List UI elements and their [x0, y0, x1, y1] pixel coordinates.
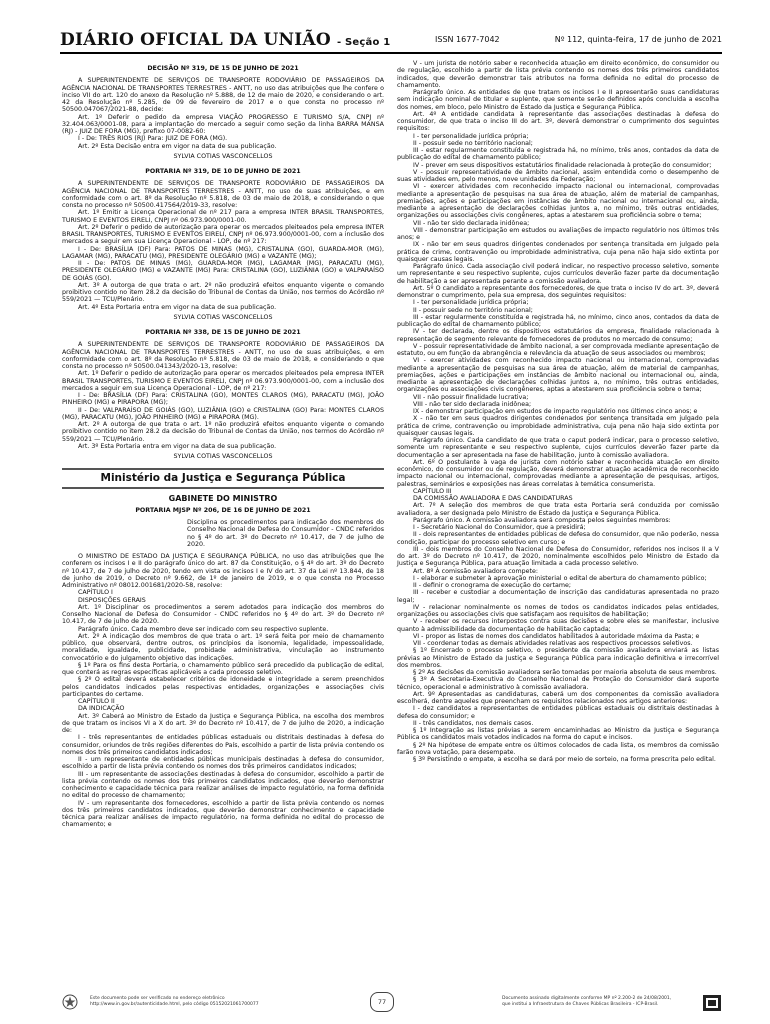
paragraph: Art. 2º A outorga de que trata o art. 1º não produzirá efeitos enquanto vigente o comando proibitivo contido no item 28.2 da decisão do Tribunal de Contas da União, nos termos do Acórdão nº 559/2021 — TCU/Plenário.	[62, 421, 384, 443]
paragraph: V - um jurista de notório saber e reconhecida atuação em direito econômico, do consumidor ou de regulação, escolhido a partir de lista prévia contendo os nomes dos três primeiros candidatos indicados, que deverão demonstrar tais atributos na forma definida no edital do processo de chamamento.	[397, 60, 719, 89]
paragraph: A SUPERINTENDENTE DE SERVIÇOS DE TRANSPORTE RODOVIÁRIO DE PASSAGEIROS DA AGÊNCIA NACIONAL DE TRANSPORTES TERRESTRES - ANTT, no uso de suas atribuições, e em conformidade com o art. 8º da Resolução nº 5.818, de 03 de maio de 2018, e considerando o que consta no processo nº 50500.041343/2020-13, resolve:	[62, 341, 384, 370]
paragraph: I - elaborar e submeter à aprovação ministerial o edital de abertura do chamamento público;	[413, 574, 707, 582]
paragraph: A SUPERINTENDENTE DE SERVIÇOS DE TRANSPORTE RODOVIÁRIO DE PASSAGEIROS DA AGÊNCIA NACIONAL DE TRANSPORTES TERRESTRES - ANTT, no uso das atribuições que lhe confere o inciso VII do art. 120 do anexo da Resolução nº 5.888, de 12 de maio de 2020, e considerando o art. 42 da Resolução nº 5.285, de 09 de fevereiro de 2017 e o que consta no processo nº 50500.047067/2021-88, decide:	[62, 77, 384, 114]
paragraph: I - três representantes de entidades públicas estaduais ou distritais destinadas à defesa do consumidor, oriundos de três regiões diferentes do País, escolhido a partir de lista prévia contendo os nomes dos três primeiros candidatos indicados;	[62, 734, 384, 756]
paragraph: III - um representante de associações destinadas à defesa do consumidor, escolhido a partir de lista prévia contendo os nomes dos três primeiros candidatos indicados, que deverão demonstrar conhecimento e capacidade técnica para realizar análises de impacto regulatório, na forma definida no edital do processo de chamamento;	[62, 770, 384, 800]
ministry-heading: Ministério da Justiça e Segurança Pública	[62, 468, 384, 488]
newspaper-title	[60, 30, 390, 50]
coat-of-arms-icon	[62, 994, 78, 1010]
paragraph: Parágrafo único. As entidades de que tratam os incisos I e II apresentarão suas candidaturas sem indicação nominal de titular e suplente, que somente serão definidos após concluída a escolha dos nomes, em bloco, pelo Ministro de Estado da Justiça e Segurança Pública.	[397, 89, 719, 111]
signature-line-1: Documento assinado digitalmente conforme MP nº 2.200-2 de 24/08/2001,	[502, 996, 672, 1001]
paragraph: I - De: BRASÍLIA (DF) Para: PATOS DE MINAS (MG), CRISTALINA (GO), GUARDA-MOR (MG), LAGAMAR (MG), PARACATU (MG), PRESIDENTE OLEGÁRIO (MG) e VAZANTE (MG);	[62, 245, 384, 260]
paragraph: I - Secretário Nacional do Consumidor, que a presidirá;	[413, 524, 586, 531]
paragraph: VI - exercer atividades com reconhecido impacto nacional ou internacional, comprovadas mediante a apresentação de pesquisas na sua área de atuação, além de material de campanhas, premiações, ações e participações em instâncias de âmbito nacional ou internacional ou, ainda, mediante a apresentação de declarações colhidas juntos a, no mínimo, três outras entidades, organizações ou associações civis congêneres, aptas a atestarem sua proficiência sobre o tema;	[397, 183, 719, 220]
paragraph: Art. 3º A outorga de que trata o art. 2º não produzirá efeitos enquanto vigente o comando proibitivo contido no item 28.2 da decisão do Tribunal de Contas da União, nos termos do Acórdão nº 559/2021 — TCU/Plenário.	[62, 281, 384, 304]
paragraph: Parágrafo único. Cada associação civil poderá indicar, no respectivo processo seletivo, somente um representante e seu respectivo suplente, cujos currículos deverão fazer parte da documentação de habilitação a ser apresentada perante a comissão avaliadora.	[397, 263, 719, 285]
paragraph: V - receber os recursos interpostos contra suas decisões e sobre eles se manifestar, inclusive quanto à admissibilidade da documentação de habilitação captada;	[397, 618, 719, 633]
paragraph: DA COMISSÃO AVALIADORA E DAS CANDIDATURAS	[413, 495, 573, 502]
paragraph: III - estar regularmente constituída e registrada há, no mínimo, três anos, contados da data de publicação do edital de chamamento público;	[397, 147, 719, 162]
act-title: DECISÃO Nº 319, DE 15 DE JUNHO DE 2021	[147, 65, 299, 72]
paragraph: Art. 4º Esta Portaria entra em vigor na data de sua publicação.	[78, 303, 277, 311]
paragraph: DA INDICAÇÃO	[78, 705, 125, 713]
masthead	[60, 30, 722, 54]
verification-note	[90, 996, 259, 1008]
paragraph: VI - propor as listas de nomes dos candidatos habilitados à autoridade máxima da Pasta; e	[413, 632, 700, 640]
paragraph: Art. 2º A indicação dos membros de que trata o art. 1º será feita por meio de chamamento público, que observará, dentre outros, os princípios da isonomia, legalidade, impessoalidade, moralidade, igualdade, publicidade, probidade administrativa, vinculação ao instrumento convocatório e do julgamento objetivo das indicações.	[62, 632, 384, 662]
paragraph: IX - não ter em seus quadros dirigentes condenados por sentença transitada em julgado pela prática de crime, contravenção ou improbidade administrativa, cuja pena não haja sido extinta por quaisquer causas legais.	[397, 241, 719, 263]
signature: SYLVIA COTIAS VASCONCELLOS	[173, 453, 273, 460]
paragraph: IV - um representante dos fornecedores, escolhido a partir de lista prévia contendo os nomes dos três primeiros candidatos indicados, que deverão demonstrar conhecimento e capacidade técnica para realizar análises de impacto regulatório, na forma definida no edital do processo de chamamento; e	[62, 799, 384, 829]
paragraph: CAPÍTULO III	[413, 487, 452, 495]
paragraph: Parágrafo único. Cada candidato de que trata o caput poderá indicar, para o processo seletivo, somente um representante e seu respectivo suplente, cujos currículos deverão fazer parte da documentação a ser apresentada na fase de habilitação, junto à comissão avaliadora.	[397, 437, 719, 459]
section-label: - Seção 1	[336, 37, 391, 48]
issn: ISSN 1677-7042	[435, 35, 500, 44]
paragraph: VII - não ter sido declarada inidônea;	[413, 219, 530, 227]
portaria-mjsp-206	[62, 507, 384, 829]
paragraph: I - ter personalidade jurídica própria;	[413, 132, 529, 140]
gabinete-heading: GABINETE DO MINISTRO	[168, 493, 278, 503]
paragraph: VI - exercer atividades com reconhecido impacto nacional ou internacional, comprovadas mediante a apresentação de pesquisas na sua área de atuação, além de material de campanhas, premiações, ações e participações em instâncias de âmbito nacional ou internacional ou, ainda, mediante a apresentação de declarações colhidas juntos a, no mínimo, três outras entidades, organizações ou associações civis congêneres, aptas a atestarem sua proficiência sobre o tema;	[397, 357, 719, 394]
paragraph: Art. 7º A seleção dos membros de que trata esta Portaria será conduzida por comissão avaliadora, a ser designada pelo Ministro de Estado da Justiça e Segurança Pública.	[397, 502, 719, 517]
decisao-319	[62, 65, 384, 160]
paragraph: Art. 6º O postulante à vaga de jurista com notório saber e reconhecida atuação em direito econômico, do consumidor ou de regulação, deverá demonstrar atuação acadêmica de reconhecido impacto nacional ou internacional, comprovadas mediante a apresentação de pesquisas, artigos, palestras, seminários e exposições nas áreas correlatas à temática consumerista.	[397, 458, 719, 488]
paragraph: Parágrafo único. Cada membro deve ser indicado com seu respectivo suplente.	[78, 625, 329, 633]
paragraph: VII - coordenar todas as demais atividades relativas aos respectivos processos seletivos.	[413, 640, 693, 647]
paragraph: § 1º Encerrado o processo seletivo, o presidente da comissão avaliadora enviará as listas prévias ao Ministro de Estado da Justiça e Segurança Pública para indicação definitiva e irrecorrível dos membros.	[397, 647, 719, 669]
left-column	[62, 60, 384, 829]
verification-line-1: Este documento pode ser verificado no endereço eletrônico	[90, 996, 225, 1001]
signature-line-2: que institui a Infraestrutura de Chaves Públicas Brasileira - ICP-Brasil.	[502, 1002, 659, 1007]
portaria-319	[62, 168, 384, 321]
paragraph: Art. 1º Emitir a Licença Operacional de nº 217 para a empresa INTER BRASIL TRANSPORTES, TURISMO E EVENTOS EIRELI, CNPJ nº 06.973.900/0001-00.	[62, 209, 384, 224]
paragraph: I - De: BRASÍLIA (DF) Para: CRISTALINA (GO), MONTES CLAROS (MG), PARACATU (MG), JOÃO PINHEIRO (MG) e PIRAPORA (MG);	[62, 392, 384, 407]
paragraph: II - um representante de entidades públicas municipais destinadas à defesa do consumidor, escolhido a partir de lista prévia contendo os nomes dos três primeiros candidatos indicados;	[62, 756, 384, 771]
paragraph: II - possuir sede no território nacional;	[413, 306, 533, 314]
paragraph: IV - ter declarada, dentre os dispositivos estatutários da empresa, finalidade relacionada à representação de segmento relevante de fornecedores de produtos no mercado de consumo;	[397, 328, 719, 343]
paragraph: Art. 4º A entidade candidata à representante das associações destinadas à defesa do consumidor, de que trata o inciso III do art. 3º, deverá demonstrar o cumprimento dos seguintes requisitos:	[397, 110, 719, 133]
paragraph: Art. 2º Esta Decisão entra em vigor na data de sua publicação.	[78, 142, 277, 150]
paragraph: I - ter personalidade jurídica própria;	[413, 299, 529, 307]
paragraph: III - dois membros do Conselho Nacional de Defesa do Consumidor, referidos nos incisos II a V do art. 3º do Decreto nº 10.417, de 2020, nominalmente escolhidos pelo Ministro de Estado da Justiça e Segurança Pública, para atuação limitada a cada processo seletivo.	[397, 545, 719, 568]
paragraph: § 3º A Secretaria-Executiva do Conselho Nacional de Proteção do Consumidor dará suporte técnico, operacional e administrativo à comissão avaliadora.	[397, 676, 719, 691]
paragraph: Art. 5º O candidato a representante dos fornecedores, de que trata o inciso IV do art. 3º, deverá demonstrar o cumprimento, pela sua empresa, dos seguintes requisitos:	[397, 284, 719, 299]
paragraph: Art. 1º Deferir o pedido de autorização para operar os mercados pleiteados pela empresa INTER BRASIL TRANSPORTES, TURISMO E EVENTOS EIRELI, CNPJ nº 06.973.900/0001-00, com a inclusão dos mercados a seguir em sua Licença Operacional - LOP, de nº 217:	[62, 370, 384, 392]
act-title: PORTARIA Nº 319, DE 10 DE JUNHO DE 2021	[145, 168, 301, 175]
paragraph: O MINISTRO DE ESTADO DA JUSTIÇA E SEGURANÇA PÚBLICA, no uso das atribuições que lhe conferem os incisos I e II do parágrafo único do art. 87 da Constituição, o § 4º do art. 3º do Decreto nº 10.417, de 7 de julho de 2020, tendo em vista os incisos I e IV do art. 37 da Lei nº 13.844, de 18 de junho de 2019, o Decreto nº 9.662, de 1º de janeiro de 2019, e o que consta no Processo Administrativo nº 08012.001681/2020-58, resolve:	[62, 553, 384, 589]
paragraph: II - três candidatos, nos demais casos.	[413, 719, 534, 727]
paragraph: CAPÍTULO I	[78, 589, 113, 597]
paragraph: II - possuir sede no território nacional;	[413, 139, 533, 147]
act-title: PORTARIA Nº 338, DE 15 DE JUNHO DE 2021	[145, 329, 301, 336]
paragraph: A SUPERINTENDENTE DE SERVIÇOS DE TRANSPORTE RODOVIÁRIO DE PASSAGEIROS DA AGÊNCIA NACIONAL DE TRANSPORTES TERRESTRES - ANTT, no uso de suas atribuições, e em conformidade com o art. 8º da Resolução nº 5.818, de 03 de maio de 2018, e considerando o que consta no processo nº 50500.417564/2019-33, resolve:	[62, 180, 384, 209]
verification-link[interactable]: http://www.in.gov.br/autenticidade.html, pelo código 05152021061700077	[90, 1002, 259, 1007]
signature: SYLVIA COTIAS VASCONCELLOS	[173, 313, 273, 321]
paragraph: III - estar regularmente constituída e registrada há, no mínimo, cinco anos, contados da data de publicação do edital de chamamento público;	[397, 313, 719, 328]
paragraph: Art. 8º À comissão avaliadora compete:	[413, 567, 539, 575]
portaria-338	[62, 329, 384, 460]
paragraph: VIII - demonstrar participação em estudos ou avaliações de impacto regulatório nos últimos três anos; e	[397, 226, 719, 241]
paragraph: § 1º Para os fins desta Portaria, o chamamento público será precedido da publicação de edital, que conterá as regras específicas aplicáveis a cada processo seletivo.	[62, 661, 384, 676]
paragraph: § 2º O edital deverá estabelecer critérios de idoneidade e integridade a serem preenchidos pelos candidatos indicados pelas respectivas entidades, organizações e associações civis participantes do certame.	[62, 676, 384, 698]
icp-brasil-logo-icon	[702, 994, 722, 1012]
paragraph: X - não ter em seus quadros dirigentes condenados por sentença transitada em julgado pela prática de crime, contravenção ou improbidade administrativa, cuja pena não haja sido extinta por quaisquer causas legais.	[397, 415, 719, 437]
paragraph: II - definir o cronograma de execução do certame;	[413, 582, 571, 589]
paragraph: III - receber e custodiar a documentação de inscrição das candidaturas apresentada no prazo legal;	[397, 589, 719, 604]
paragraph: V - possuir representatividade de âmbito nacional, assim entendida como o desempenho de suas atividades em, pelo menos, nove unidades da Federação;	[397, 168, 719, 183]
paragraph: DISPOSIÇÕES GERAIS	[78, 596, 146, 604]
paragraph: VIII - não ter sido declarada inidônea;	[413, 400, 532, 408]
paragraph: CAPÍTULO II	[78, 698, 115, 705]
paragraph: II - De: PATOS DE MINAS (MG), GUARDA-MOR (MG), LAGAMAR (MG), PARACATU (MG), PRESIDENTE OLEGÁRIO (MG) e VAZANTE (MG) Para: CRISTALINA (GO), LUZIÂNIA (GO) e VALPARAÍSO DE GOIÁS (GO).	[62, 260, 384, 282]
issue-date: Nº 112, quinta-feira, 17 de junho de 2021	[554, 35, 722, 44]
act-title: PORTARIA MJSP Nº 206, DE 16 DE JUNHO DE 2021	[135, 506, 311, 514]
page-footer	[62, 992, 722, 1020]
paragraph: II - De: VALPARAÍSO DE GOIÁS (GO), LUZIÂNIA (GO) e CRISTALINA (GO) Para: MONTES CLAROS (MG), PARACATU (MG), JOÃO PINHEIRO (MG) e PIRAPORA (MG).	[62, 406, 384, 421]
paragraph: Art. 1º Deferir o pedido da empresa VIAÇÃO PROGRESSO E TURISMO S/A, CNPJ nº 32.404.063/0001-08, para a implantação do mercado a seguir como seção da linha BARRA MANSA (RJ) - JUIZ DE FORA (MG), prefixo 07-0082-60:	[62, 113, 384, 135]
paragraph: I - De: TRÊS RIOS (RJ) Para: JUIZ DE FORA (MG).	[78, 135, 228, 143]
paragraph: Parágrafo único. A comissão avaliadora será composta pelos seguintes membros:	[413, 516, 671, 524]
signature: SYLVIA COTIAS VASCONCELLOS	[173, 152, 273, 160]
signature-note	[502, 996, 671, 1008]
paragraph: V - possuir representatividade de âmbito nacional, a ser comprovada mediante apresentação de estatuto, ou em função da abrangência e relevância da atuação de seus associados ou membros;	[397, 342, 719, 357]
paragraph: § 1º Integração as listas prévias a serem encaminhadas ao Ministro da Justiça e Segurança Pública os candidatos mais votados indicados na forma do caput e incisos.	[397, 727, 719, 742]
paragraph: I - dez candidatos a representantes de entidades públicas estaduais ou distritais destinadas à defesa do consumidor; e	[397, 705, 719, 720]
paragraph: Art. 2º Deferir o pedido de autorização para operar os mercados pleiteados pela empresa INTER BRASIL TRANSPORTES, TURISMO E EVENTOS EIRELI, CNPJ nº 06.973.900/0001-00, com a inclusão dos mercados a seguir em sua Licença Operacional - LOP, de nº 217:	[62, 223, 384, 246]
paragraph: § 3º Persistindo o empate, a escolha se dará por meio de sorteio, na forma prescrita pelo edital.	[413, 756, 716, 763]
paragraph: IV - prever em seus dispositivos estatutários finalidade relacionada à proteção do consumidor;	[413, 161, 712, 169]
paragraph: VII - não possuir finalidade lucrativa;	[413, 393, 529, 401]
right-column	[397, 60, 719, 763]
paragraph: Art. 9º Apresentadas as candidaturas, caberá um dos componentes da comissão avaliadora escolherá, dentre aqueles que preencham os requisitos relacionados nos artigos anteriores:	[397, 690, 719, 705]
title-text: DIÁRIO OFICIAL DA UNIÃO	[60, 30, 331, 50]
paragraph: Art. 3º Esta Portaria entra em vigor na data de sua publicação.	[78, 442, 277, 450]
paragraph: Art. 1º Disciplinar os procedimentos a serem adotados para indicação dos membros do Conselho Nacional de Defesa do Consumidor - CNDC referidos no § 4º do art. 3º do Decreto nº 10.417, de 7 de julho de 2020.	[62, 603, 384, 626]
paragraph: IX - demonstrar participação em estudos de impacto regulatório nos últimos cinco anos; e	[413, 408, 698, 415]
paragraph: § 2º As decisões da comissão avaliadora serão tomadas por maioria absoluta de seus membros.	[413, 669, 717, 676]
paragraph: § 2º Na hipótese de empate entre os últimos colocados de cada lista, os membros da comissão farão nova votação, para desempate.	[397, 741, 719, 756]
ementa: Disciplina os procedimentos para indicação dos membros do Conselho Nacional de Defesa do Consumidor - CNDC referidos no § 4º do art. 3º do Decreto nº 10.417, de 7 de julho de 2020.	[187, 519, 384, 548]
paragraph: II - dois representantes de entidades públicas de defesa do consumidor, que não poderão, nessa condição, participar do processo seletivo em curso; e	[397, 531, 719, 546]
page-number: 77	[370, 992, 394, 1012]
paragraph: IV - relacionar nominalmente os nomes de todos os candidatos indicados pelas entidades, organizações ou associações civis que satisfaçam aos requisitos de habilitação;	[397, 603, 719, 618]
paragraph: Art. 3º Caberá ao Ministro de Estado da Justiça e Segurança Pública, na escolha dos membros de que tratam os incisos VI a X do art. 3º do Decreto nº 10.417, de 7 de julho de 2020, a indicação de:	[62, 712, 384, 734]
